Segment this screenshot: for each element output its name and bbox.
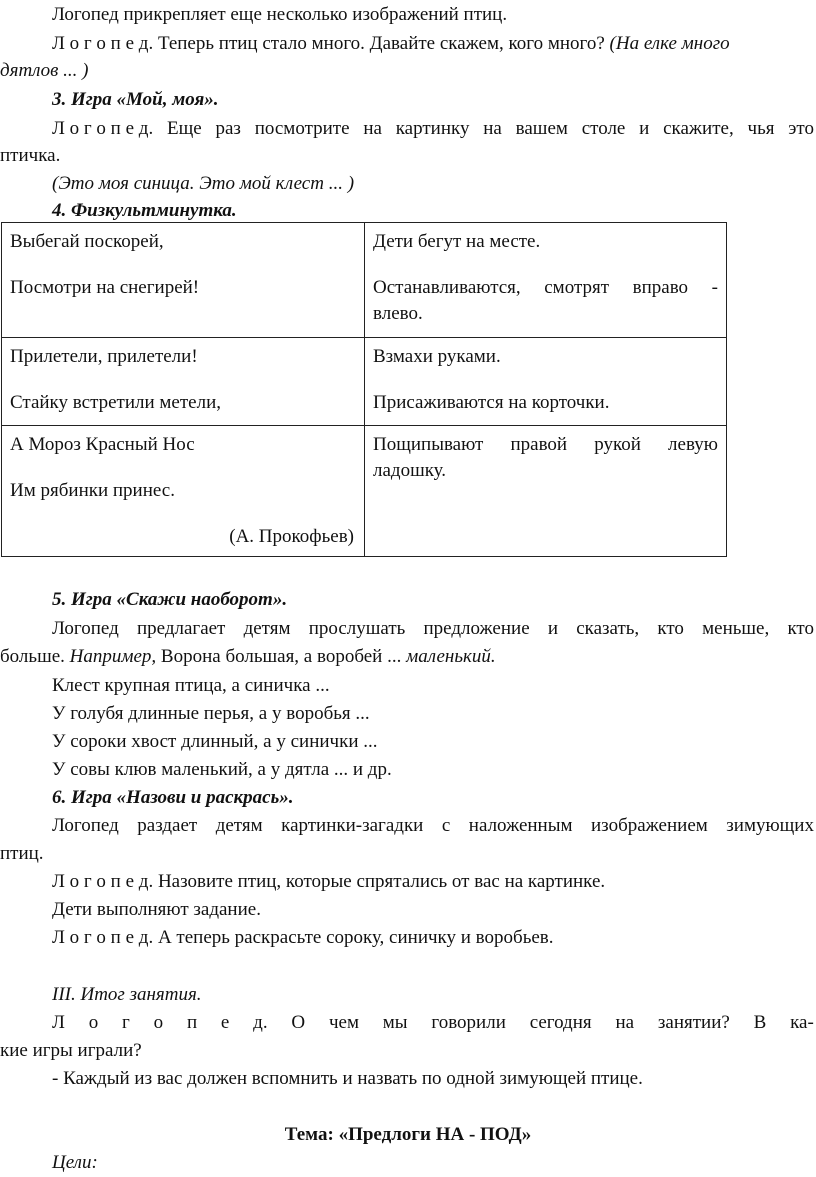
paragraph-speech — [52, 869, 605, 895]
poem-author: (А. Прокофьев) — [229, 526, 354, 547]
example-line: У голубя длинные перья, а у воробья ... — [52, 703, 370, 724]
italic-note-continued: дятлов ... ) — [0, 60, 89, 81]
paragraph-game-6-line1 — [52, 813, 814, 839]
poem-line: Прилетели, прилетели! — [10, 346, 198, 367]
word: столе — [581, 118, 626, 139]
word: на — [363, 118, 382, 139]
section-heading-game-5: 5. Игра «Скажи наоборот». — [52, 589, 288, 610]
word: картинки-загадки — [281, 815, 424, 836]
word: скажите, — [663, 118, 734, 139]
word: говорили — [431, 1012, 506, 1033]
word: о — [153, 1012, 164, 1033]
word: на — [483, 118, 502, 139]
word: - — [711, 277, 718, 298]
poem-line: Им рябинки принес. — [10, 480, 175, 501]
italic-fragment: маленький. — [406, 646, 496, 667]
word: Еще — [167, 118, 202, 139]
speaker-label: Л о г о п е д. — [52, 871, 154, 892]
text-fragment: Ворона большая, а воробей ... — [160, 646, 402, 667]
speaker-label: Л о г о п е д. — [52, 118, 154, 139]
action-line: ладошку. — [373, 460, 447, 481]
poem-table — [1, 222, 727, 557]
word: предложение — [423, 618, 530, 639]
word: д. — [253, 1012, 268, 1033]
table-cell-action — [365, 223, 727, 338]
table-cell-action — [365, 338, 727, 426]
table-cell-poem — [2, 338, 365, 426]
paragraph-game-5-line1 — [52, 616, 814, 642]
section-heading-game-6: 6. Игра «Назови и раскрась». — [52, 787, 294, 808]
word: кто — [787, 618, 814, 639]
example-line: У сороки хвост длинный, а у синички ... — [52, 731, 378, 752]
word: прослушать — [308, 618, 406, 639]
word: детям — [215, 815, 263, 836]
topic-title: Тема: «Предлоги НА - ПОД» — [284, 1124, 532, 1145]
word: наложенным — [468, 815, 573, 836]
word: чем — [328, 1012, 359, 1033]
word: раз — [215, 118, 241, 139]
word: зимующих — [726, 815, 814, 836]
word: о — [88, 1012, 99, 1033]
speech-text: А теперь раскрасьте сороку, синичку и воробьев. — [157, 927, 554, 948]
word: мы — [382, 1012, 408, 1033]
speaker-label: Л о г о п е д. — [52, 927, 154, 948]
italic-note: (На елке много — [609, 33, 730, 54]
word: раздает — [137, 815, 198, 836]
speaker-label: Л о г о п е д. — [52, 33, 154, 54]
table-cell-poem — [2, 426, 365, 557]
paragraph-game-6-line2: птиц. — [0, 843, 44, 864]
word: г — [122, 1012, 130, 1033]
paragraph-game-3-line1 — [52, 116, 814, 142]
word: чья — [747, 118, 775, 139]
example-line: Клест крупная птица, а синичка ... — [52, 675, 330, 696]
word: занятии? — [657, 1012, 730, 1033]
action-line: влево. — [373, 303, 423, 324]
word: посмотрите — [254, 118, 350, 139]
word: картинку — [395, 118, 470, 139]
word: с — [441, 815, 451, 836]
example-line: У совы клюв маленький, а у дятла ... и др. — [52, 759, 392, 780]
italic-answer: (Это моя синица. Это мой клест ... ) — [52, 173, 355, 194]
word: сегодня — [529, 1012, 592, 1033]
word: е — [220, 1012, 230, 1033]
action-line — [373, 432, 718, 458]
paragraph-speech — [52, 31, 730, 57]
word: на — [615, 1012, 635, 1033]
word: левую — [668, 434, 718, 455]
table-cell-action — [365, 426, 727, 557]
word: ка- — [790, 1012, 814, 1033]
word: и — [547, 618, 558, 639]
word: это — [788, 118, 814, 139]
word: изображением — [591, 815, 708, 836]
paragraph-game-3-line2: птичка. — [0, 145, 61, 166]
word: Л — [52, 1012, 65, 1033]
paragraph-text: Логопед прикрепляет еще несколько изображений птиц. — [52, 4, 508, 25]
italic-fragment: Например, — [69, 646, 157, 667]
word: кто — [657, 618, 684, 639]
word: В — [753, 1012, 767, 1033]
goals-label: Цели: — [52, 1152, 98, 1173]
table-row — [2, 426, 727, 557]
paragraph-text: Дети выполняют задание. — [52, 899, 261, 920]
poem-line: Посмотри на снегирей! — [10, 277, 200, 298]
word: Логопед — [52, 815, 119, 836]
action-line: Взмахи руками. — [373, 346, 501, 367]
word: сказать, — [576, 618, 640, 639]
section-heading-game-4: 4. Физкультминутка. — [52, 200, 237, 221]
word: меньше, — [702, 618, 770, 639]
action-line — [373, 275, 718, 301]
word: предлагает — [136, 618, 226, 639]
poem-line: Выбегай поскорей, — [10, 231, 164, 252]
table-row — [2, 338, 727, 426]
word: смотрят — [544, 277, 610, 298]
word: вправо — [632, 277, 689, 298]
poem-line: Стайку встретили метели, — [10, 392, 221, 413]
table-row — [2, 223, 727, 338]
word: правой — [510, 434, 568, 455]
word: рукой — [594, 434, 641, 455]
action-line: Присаживаются на корточки. — [373, 392, 610, 413]
paragraph-summary-line1 — [52, 1010, 814, 1036]
paragraph-summary-line2: кие игры играли? — [0, 1040, 142, 1061]
paragraph-intro — [52, 2, 507, 28]
section-heading-summary: III. Итог занятия. — [52, 984, 202, 1005]
word: вашем — [515, 118, 568, 139]
word: Логопед — [52, 618, 119, 639]
table-cell-poem — [2, 223, 365, 338]
speech-text: Назовите птиц, которые спрятались от вас на картинке. — [157, 871, 606, 892]
word: детям — [243, 618, 291, 639]
poem-line: А Мороз Красный Нос — [10, 434, 195, 455]
action-line: Дети бегут на месте. — [373, 231, 541, 252]
section-heading-game-3: 3. Игра «Мой, моя». — [52, 89, 219, 110]
paragraph-game-5-line2 — [0, 644, 496, 670]
text-fragment: больше. — [0, 646, 65, 667]
speech-text: Теперь птиц стало много. Давайте скажем, кого много? — [157, 33, 605, 54]
paragraph-text: - Каждый из вас должен вспомнить и назвать по одной зимующей птице. — [52, 1068, 643, 1089]
paragraph-speech — [52, 925, 554, 951]
word: Пощипывают — [373, 434, 484, 455]
word: Останавливаются, — [373, 277, 521, 298]
word: п — [186, 1012, 198, 1033]
word: и — [639, 118, 650, 139]
word: О — [291, 1012, 306, 1033]
